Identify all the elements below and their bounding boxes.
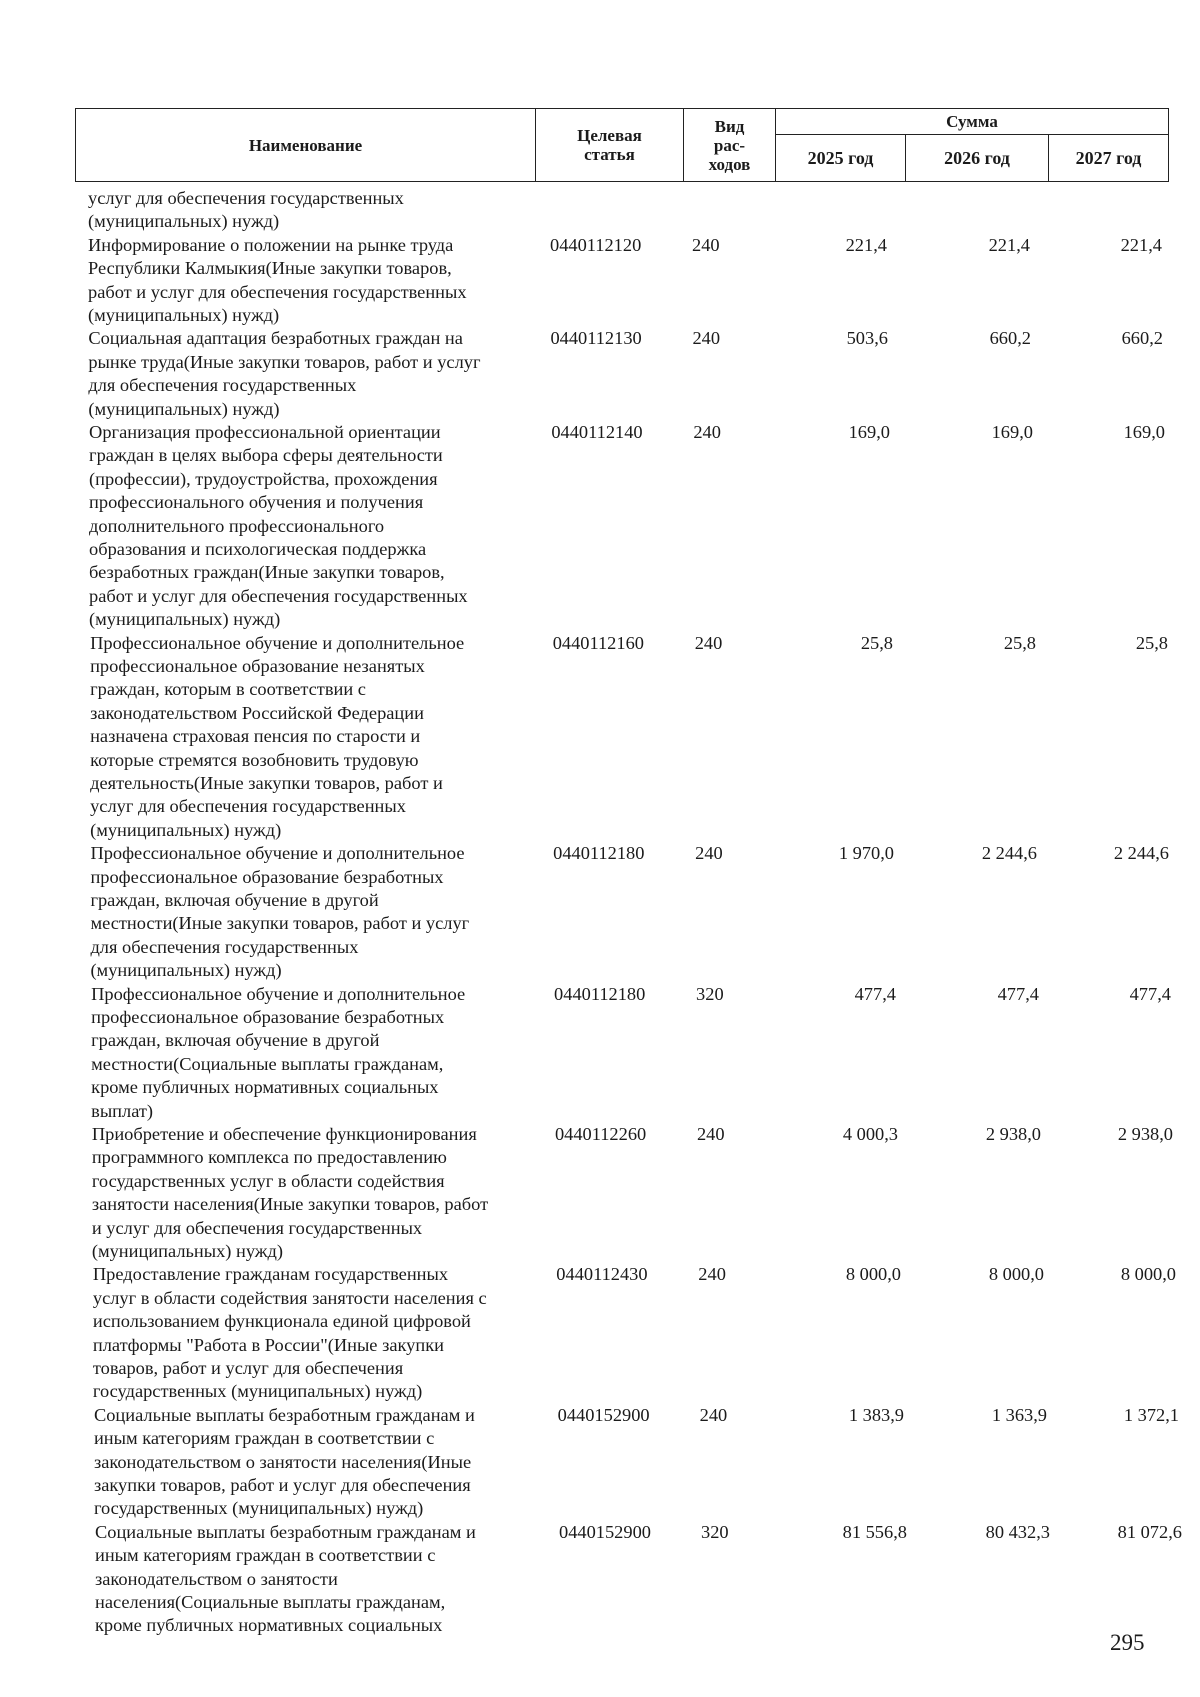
row-target-article: 0440152900: [557, 1404, 650, 1425]
row-sum-2025: 477,4: [854, 983, 896, 1004]
row-sum-2025: 8 000,0: [845, 1264, 901, 1285]
row-text-line: рынке труда(Иные закупки товаров, работ и услуг: [88, 351, 481, 372]
row-text-line: законодательством Российской Федерации: [90, 702, 424, 723]
row-text-line: для обеспечения государственных: [88, 375, 357, 396]
row-text-line: которые стремятся возобновить трудовую: [90, 749, 419, 770]
row-text-line: местности(Социальные выплаты гражданам,: [91, 1053, 444, 1074]
row-text-line: (муниципальных) нужд): [90, 960, 282, 981]
row-text-line: граждан, включая обучение в другой: [90, 890, 379, 910]
row-sum-2025: 169,0: [848, 422, 890, 442]
row-text-line: использованием функционала единой цифровой: [92, 1311, 471, 1332]
row-text-line: профессиональное образование безработных: [91, 1007, 445, 1027]
row-text-line: Социальные выплаты безработным гражданам и: [93, 1404, 475, 1425]
row-text-line: законодательством о занятости: [95, 1568, 338, 1589]
row-text-line: (муниципальных) нужд): [90, 819, 282, 840]
row-sum-2025: 4 000,3: [842, 1124, 898, 1144]
row-text-line: граждан, которым в соответствии с: [90, 679, 366, 700]
row-target-article: 0440112130: [550, 328, 642, 349]
row-expense-type: 320: [696, 983, 724, 1004]
row-text-line: Профессиональное обучение и дополнительное: [90, 632, 465, 653]
row-text-line: платформы "Работа в России"(Иные закупки: [92, 1334, 444, 1355]
row-text-line: граждан, включая обучение в другой: [91, 1030, 380, 1051]
row-text-line: закупки товаров, работ и услуг для обеспечения: [93, 1475, 471, 1495]
row-target-article: 0440112140: [551, 422, 643, 442]
row-sum-2027: 169,0: [1123, 422, 1165, 442]
row-text-line: Предоставление гражданам государственных: [92, 1264, 449, 1285]
row-text-line: кроме публичных нормативных социальных: [91, 1077, 439, 1098]
row-target-article: 0440112260: [554, 1124, 647, 1144]
row-sum-2025: 1 383,9: [848, 1404, 904, 1425]
row-expense-type: 240: [692, 328, 721, 349]
row-expense-type: 240: [694, 632, 723, 653]
row-expense-type: 240: [699, 1404, 728, 1425]
row-text-line: (муниципальных) нужд): [88, 398, 280, 419]
row-target-article: 0440112180: [553, 843, 645, 864]
row-text-line: законодательством о занятости населения(Иные: [93, 1451, 472, 1472]
row-text-line: Республики Калмыкия(Иные закупки товаров,: [88, 258, 452, 279]
row-text-line: работ и услуг для обеспечения государственных: [88, 281, 467, 302]
row-sum-2027: 2 244,6: [1113, 843, 1169, 864]
row-text-line: государственных услуг в области содействия: [91, 1170, 445, 1191]
row-text-line: выплат): [91, 1100, 154, 1121]
row-text-line: Информирование о положении на рынке труда: [88, 234, 454, 255]
header-expense-type: Вид рас- ходов: [684, 109, 776, 182]
row-target-article: 0440112160: [552, 632, 644, 653]
row-sum-2026: 25,8: [1003, 632, 1036, 653]
row-text-line: иным категориям граждан в соответствии с: [93, 1428, 435, 1449]
row-text-line: безработных граждан(Иные закупки товаров,: [89, 562, 445, 583]
row-sum-2026: 1 363,9: [991, 1404, 1047, 1425]
header-year-2026: 2026 год: [906, 135, 1049, 182]
row-text-line: для обеспечения государственных: [90, 936, 359, 957]
row-text-line: Организация профессиональной ориентации: [89, 422, 441, 442]
row-sum-2027: 8 000,0: [1120, 1264, 1176, 1285]
row-text-line: программного комплекса по предоставлению: [91, 1147, 447, 1168]
row-text-line: (муниципальных) нужд): [88, 305, 280, 325]
row-text-line: Социальные выплаты безработным гражданам и: [95, 1521, 476, 1542]
row-expense-type: 240: [698, 1264, 726, 1285]
row-text-line: (муниципальных) нужд): [89, 609, 281, 630]
row-sum-2025: 221,4: [845, 234, 887, 255]
row-text-line: государственных (муниципальных) нужд): [92, 1381, 423, 1402]
header-year-2027: 2027 год: [1049, 135, 1169, 182]
row-text-line: профессиональное образование незанятых: [90, 656, 425, 676]
row-text-line: профессионального обучения и получения: [89, 492, 424, 513]
row-sum-2026: 169,0: [991, 422, 1033, 442]
row-text-line: профессиональное образование безработных: [90, 866, 444, 887]
row-expense-type: 240: [693, 422, 721, 442]
row-sum-2026: 8 000,0: [988, 1264, 1044, 1285]
row-expense-type: 240: [692, 234, 720, 255]
row-text-line: Профессиональное обучение и дополнительное: [90, 843, 465, 864]
row-sum-2026: 2 938,0: [985, 1124, 1041, 1144]
row-target-article: 0440112180: [554, 983, 646, 1004]
row-expense-type: 320: [701, 1521, 729, 1542]
row-text-line: (профессии), трудоустройства, прохождения: [89, 468, 438, 489]
table-header: [75, 108, 1169, 182]
row-text-line: деятельность(Иные закупки товаров, работ и: [90, 773, 443, 793]
row-text-line: работ и услуг для обеспечения государственных: [89, 585, 468, 606]
row-text-line: (муниципальных) нужд): [88, 211, 280, 232]
row-expense-type: 240: [696, 1124, 725, 1144]
row-sum-2027: 660,2: [1121, 328, 1163, 349]
row-text-line: занятости населения(Иные закупки товаров, работ: [91, 1194, 489, 1215]
header-sum: Сумма: [776, 109, 1169, 135]
row-text-line: Социальная адаптация безработных граждан на: [88, 328, 463, 349]
row-sum-2026: 80 432,3: [985, 1521, 1050, 1542]
row-text-line: и услуг для обеспечения государственных: [91, 1217, 423, 1238]
row-text-line: Профессиональное обучение и дополнительное: [91, 983, 466, 1004]
row-text-line: кроме публичных нормативных социальных: [95, 1615, 443, 1636]
header-year-2025: 2025 год: [776, 135, 906, 182]
row-sum-2025: 25,8: [860, 632, 893, 653]
row-sum-2027: 477,4: [1129, 983, 1171, 1004]
row-target-article: 0440152900: [559, 1521, 651, 1542]
row-text-line: граждан в целях выбора сферы деятельности: [89, 445, 443, 466]
row-text-line: (муниципальных) нужд): [91, 1241, 283, 1261]
row-sum-2027: 1 372,1: [1123, 1404, 1179, 1425]
row-sum-2027: 25,8: [1135, 632, 1168, 653]
row-target-article: 0440112430: [556, 1264, 648, 1285]
row-text-line: местности(Иные закупки товаров, работ и услуг: [90, 913, 470, 934]
row-text-line: образования и психологическая поддержка: [89, 539, 427, 559]
row-text-line: услуг в области содействия занятости населения с: [92, 1287, 487, 1308]
row-sum-2026: 477,4: [997, 983, 1039, 1004]
row-text-line: населения(Социальные выплаты гражданам,: [95, 1592, 446, 1612]
row-sum-2026: 2 244,6: [981, 843, 1037, 864]
row-text-line: услуг для обеспечения государственных: [88, 188, 404, 208]
row-target-article: 0440112120: [550, 234, 642, 255]
row-sum-2027: 2 938,0: [1117, 1124, 1173, 1144]
row-text-line: иным категориям граждан в соответствии с: [95, 1545, 436, 1566]
page-number: 295: [1110, 1630, 1145, 1655]
row-text-line: назначена страховая пенсия по старости и: [90, 726, 421, 747]
row-sum-2026: 660,2: [989, 328, 1031, 349]
header-name: Наименование: [76, 109, 536, 182]
row-text-line: государственных (муниципальных) нужд): [93, 1498, 424, 1519]
row-sum-2027: 81 072,6: [1117, 1521, 1182, 1542]
row-text-line: товаров, работ и услуг для обеспечения: [92, 1358, 404, 1378]
row-text-line: дополнительного профессионального: [89, 515, 385, 536]
row-text-line: Приобретение и обеспечение функционирования: [91, 1124, 477, 1144]
row-sum-2025: 1 970,0: [838, 843, 894, 864]
row-sum-2027: 221,4: [1120, 234, 1162, 255]
row-sum-2025: 81 556,8: [842, 1521, 907, 1542]
row-sum-2025: 503,6: [846, 328, 888, 349]
row-sum-2026: 221,4: [988, 234, 1030, 255]
header-target-article: Целевая статья: [536, 109, 684, 182]
row-expense-type: 240: [695, 843, 723, 864]
row-text-line: услуг для обеспечения государственных: [90, 796, 406, 817]
